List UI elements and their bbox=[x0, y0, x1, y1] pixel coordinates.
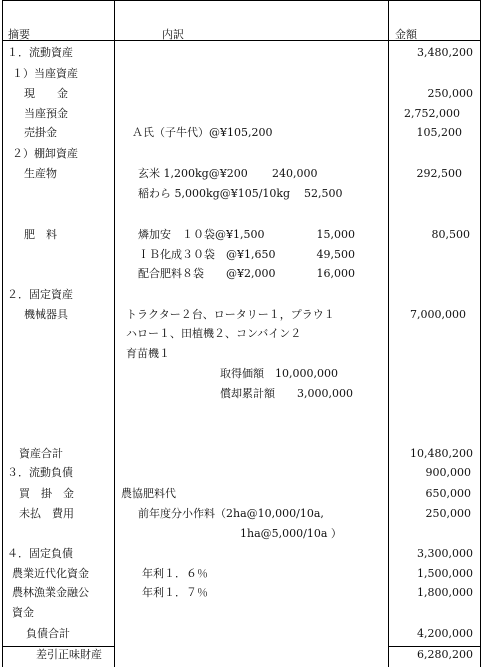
row-detail-amount: 49,500 bbox=[316, 248, 355, 261]
amount-underline bbox=[389, 646, 480, 647]
row-summary: ３．流動負債 bbox=[7, 466, 73, 479]
row-amount: 3,480,200 bbox=[417, 46, 473, 59]
row-summary: 農業近代化資金 bbox=[12, 567, 89, 580]
header-amount: 金額 bbox=[395, 28, 417, 41]
summary-column-divider bbox=[114, 0, 115, 667]
row-summary: 肥 料 bbox=[24, 228, 57, 241]
header-top-border bbox=[2, 0, 481, 1]
row-detail: ＩＢ化成３０袋 @¥1,650 bbox=[138, 248, 276, 261]
row-amount: 650,000 bbox=[425, 487, 471, 500]
row-amount: 4,200,000 bbox=[417, 627, 473, 640]
row-summary: 資金 bbox=[12, 606, 34, 619]
row-summary: 機械器具 bbox=[24, 308, 68, 321]
row-summary: 資産合計 bbox=[19, 447, 63, 460]
row-detail-amount: 16,000 bbox=[316, 267, 355, 280]
row-detail: トラクター２台、ロータリー１，プラウ１ bbox=[126, 308, 335, 321]
row-summary: 負債合計 bbox=[26, 627, 70, 640]
row-summary: 現 金 bbox=[24, 87, 68, 100]
row-detail-amount: 240,000 bbox=[272, 167, 318, 180]
row-detail: 稲わら 5,000kg@¥105/10kg bbox=[138, 187, 291, 200]
row-amount: 6,280,200 bbox=[417, 648, 473, 661]
row-amount: 250,000 bbox=[427, 87, 473, 100]
row-detail: 取得価額 10,000,000 bbox=[220, 367, 338, 380]
row-detail: 年利１．６％ bbox=[142, 567, 208, 580]
row-amount: 1,500,000 bbox=[417, 567, 473, 580]
row-detail: 年利１．７％ bbox=[142, 586, 208, 599]
row-detail-amount: 15,000 bbox=[316, 228, 355, 241]
row-detail: ハロー１、田植機２、コンバイン２ bbox=[126, 327, 302, 340]
summary-underline bbox=[2, 646, 114, 647]
row-amount: 900,000 bbox=[425, 466, 471, 479]
row-detail-amount: 52,500 bbox=[304, 187, 343, 200]
row-detail: 1ha@5,000/10a ） bbox=[240, 527, 342, 540]
row-summary: １．流動資産 bbox=[7, 46, 73, 59]
header-summary: 摘要 bbox=[8, 28, 30, 41]
row-amount: 80,500 bbox=[431, 228, 470, 241]
row-summary: 当座預金 bbox=[24, 107, 68, 120]
row-summary: ４．固定負債 bbox=[7, 547, 73, 560]
row-amount: 2,752,000 bbox=[404, 107, 460, 120]
row-amount: 7,000,000 bbox=[410, 308, 466, 321]
row-amount: 3,300,000 bbox=[417, 547, 473, 560]
row-summary: 農林漁業金融公 bbox=[12, 586, 89, 599]
row-amount: 1,800,000 bbox=[417, 586, 473, 599]
row-summary: １）当座資産 bbox=[12, 67, 78, 80]
row-detail: Ａ氏（子牛代）@¥105,200 bbox=[132, 126, 273, 139]
row-detail: 前年度分小作料（2ha@10,000/10a, bbox=[138, 507, 324, 520]
row-summary: ２．固定資産 bbox=[7, 288, 73, 301]
row-summary: 未払 費用 bbox=[19, 507, 74, 520]
row-amount: 250,000 bbox=[425, 507, 471, 520]
row-detail: 燐加安 １０袋@¥1,500 bbox=[138, 228, 265, 241]
row-detail: 玄米 1,200kg@¥200 bbox=[138, 167, 248, 180]
row-amount: 292,500 bbox=[416, 167, 462, 180]
row-summary: 生産物 bbox=[24, 167, 57, 180]
row-amount: 10,480,200 bbox=[410, 447, 473, 460]
header-detail: 内訳 bbox=[162, 28, 184, 41]
row-summary: ２）棚卸資産 bbox=[12, 147, 78, 160]
row-detail: 配合肥料８袋 @¥2,000 bbox=[138, 267, 276, 280]
row-detail: 農協肥料代 bbox=[121, 487, 176, 500]
row-summary: 差引正味財産 bbox=[36, 648, 102, 661]
table-left-border bbox=[2, 0, 3, 667]
row-amount: 105,200 bbox=[416, 126, 462, 139]
row-detail: 育苗機１ bbox=[126, 347, 170, 360]
table-right-border bbox=[480, 0, 481, 667]
row-summary: 売掛金 bbox=[24, 126, 57, 139]
row-detail: 償却累計額 3,000,000 bbox=[220, 387, 353, 400]
row-summary: 買 掛 金 bbox=[19, 487, 74, 500]
